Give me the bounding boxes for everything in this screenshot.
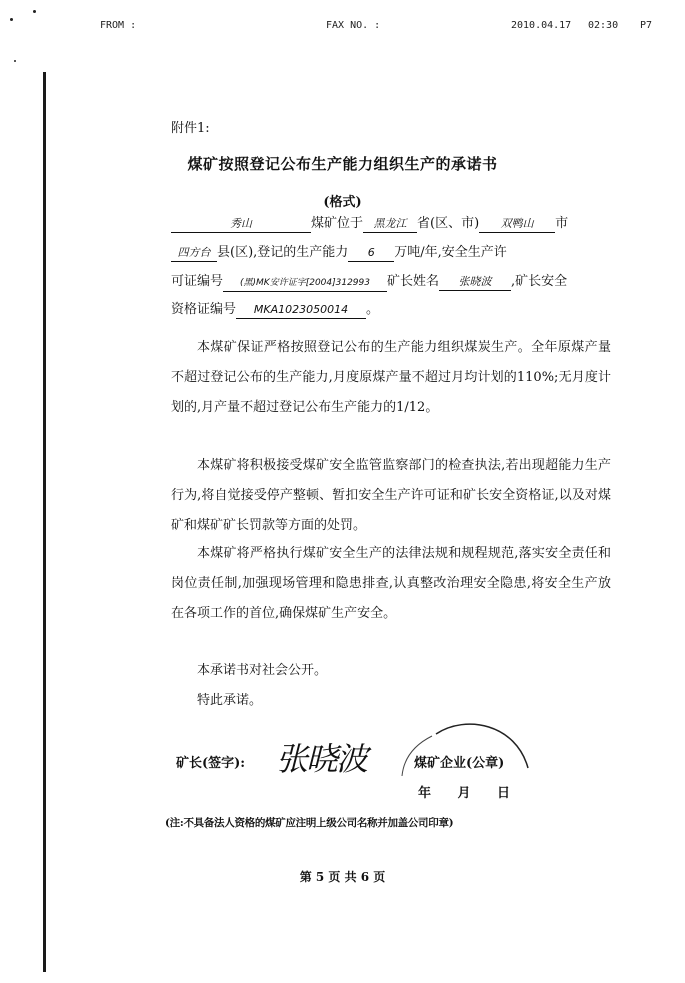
form-text: 市 (555, 216, 569, 231)
scan-speck (33, 10, 36, 13)
paragraph-text: 本承诺书对社会公开。 (197, 663, 328, 678)
province-field: 黑龙江 (363, 216, 417, 233)
fax-time: 02:30 (588, 20, 619, 31)
signature-label: 矿长(签字): (176, 756, 246, 771)
handwritten-signature: 张晓波 (276, 740, 367, 778)
fax-from-label: FROM : (100, 20, 137, 31)
document-subtitle: (格式) (323, 195, 362, 210)
form-text: 矿长姓名 (387, 274, 440, 289)
capacity-field: 6 (348, 245, 394, 262)
fax-date: 2010.04.17 (511, 20, 572, 31)
form-text: 。 (366, 302, 380, 317)
scan-speck (14, 60, 16, 62)
pledge-paragraph-closing (171, 686, 611, 716)
manager-name-field: 张晓波 (439, 274, 511, 291)
county-field: 四方台 (171, 245, 217, 262)
seal-date-line: 年 月 日 (418, 786, 511, 801)
seal-label: 煤矿企业(公章) (414, 756, 505, 771)
pledge-paragraph-inspection (171, 451, 611, 541)
scan-speck (10, 18, 13, 21)
fax-number-label: FAX NO. : (326, 20, 381, 31)
license-number-field: (黑)MK安许证字[2004]312993 (223, 275, 387, 292)
fax-page: P7 (640, 20, 653, 31)
paragraph-text: 特此承诺。 (197, 693, 263, 708)
form-text: 煤矿位于 (311, 216, 364, 231)
form-line-1 (171, 214, 568, 234)
footnote: (注:不具备法人资格的煤矿应注明上级公司名称并加盖公司印章) (165, 817, 454, 829)
city-field: 双鸭山 (479, 216, 555, 233)
form-text: 可证编号 (171, 274, 224, 289)
form-text: 万吨/年,安全生产许 (394, 245, 507, 260)
attachment-label: 附件1: (171, 121, 210, 136)
pledge-paragraph-safety (171, 539, 611, 629)
mine-name-field: 秀山 (171, 216, 311, 233)
pledge-paragraph-public (171, 656, 611, 686)
paragraph-text: 本煤矿将积极接受煤矿安全监管监察部门的检查执法,若出现超能力生产行为,将自觉接受停产整顿、暂扣安全生产许可证和矿长安全资格证,以及对煤矿和煤矿矿长罚款等方面的处罚。 (171, 458, 611, 533)
page-number: 第 5 页 共 6 页 (299, 870, 386, 884)
document-title: 煤矿按照登记公布生产能力组织生产的承诺书 (187, 155, 498, 173)
form-text: ,矿长安全 (511, 274, 568, 289)
cert-number-field: MKA1023050014 (236, 302, 366, 319)
form-text: 省(区、市) (417, 216, 480, 231)
paragraph-text: 本煤矿将严格执行煤矿安全生产的法律法规和规程规范,落实安全责任和岗位责任制,加强现场管理和隐患排查,认真整改治理安全隐患,将安全生产放在各项工作的首位,确保煤矿生产安全。 (171, 546, 611, 621)
form-line-4 (171, 300, 379, 320)
form-line-3 (171, 272, 567, 292)
pledge-paragraph-capacity (171, 333, 611, 423)
form-line-2 (171, 243, 507, 263)
form-text: 县(区),登记的生产能力 (217, 245, 349, 260)
form-text: 资格证编号 (171, 302, 237, 317)
paragraph-text: 本煤矿保证严格按照登记公布的生产能力组织煤炭生产。全年原煤产量不超过登记公布的生产能力,月度原煤产量不超过月均计划的110%;无月度计划的,月产量不超过登记公布生产能力的1/12。 (171, 340, 611, 415)
